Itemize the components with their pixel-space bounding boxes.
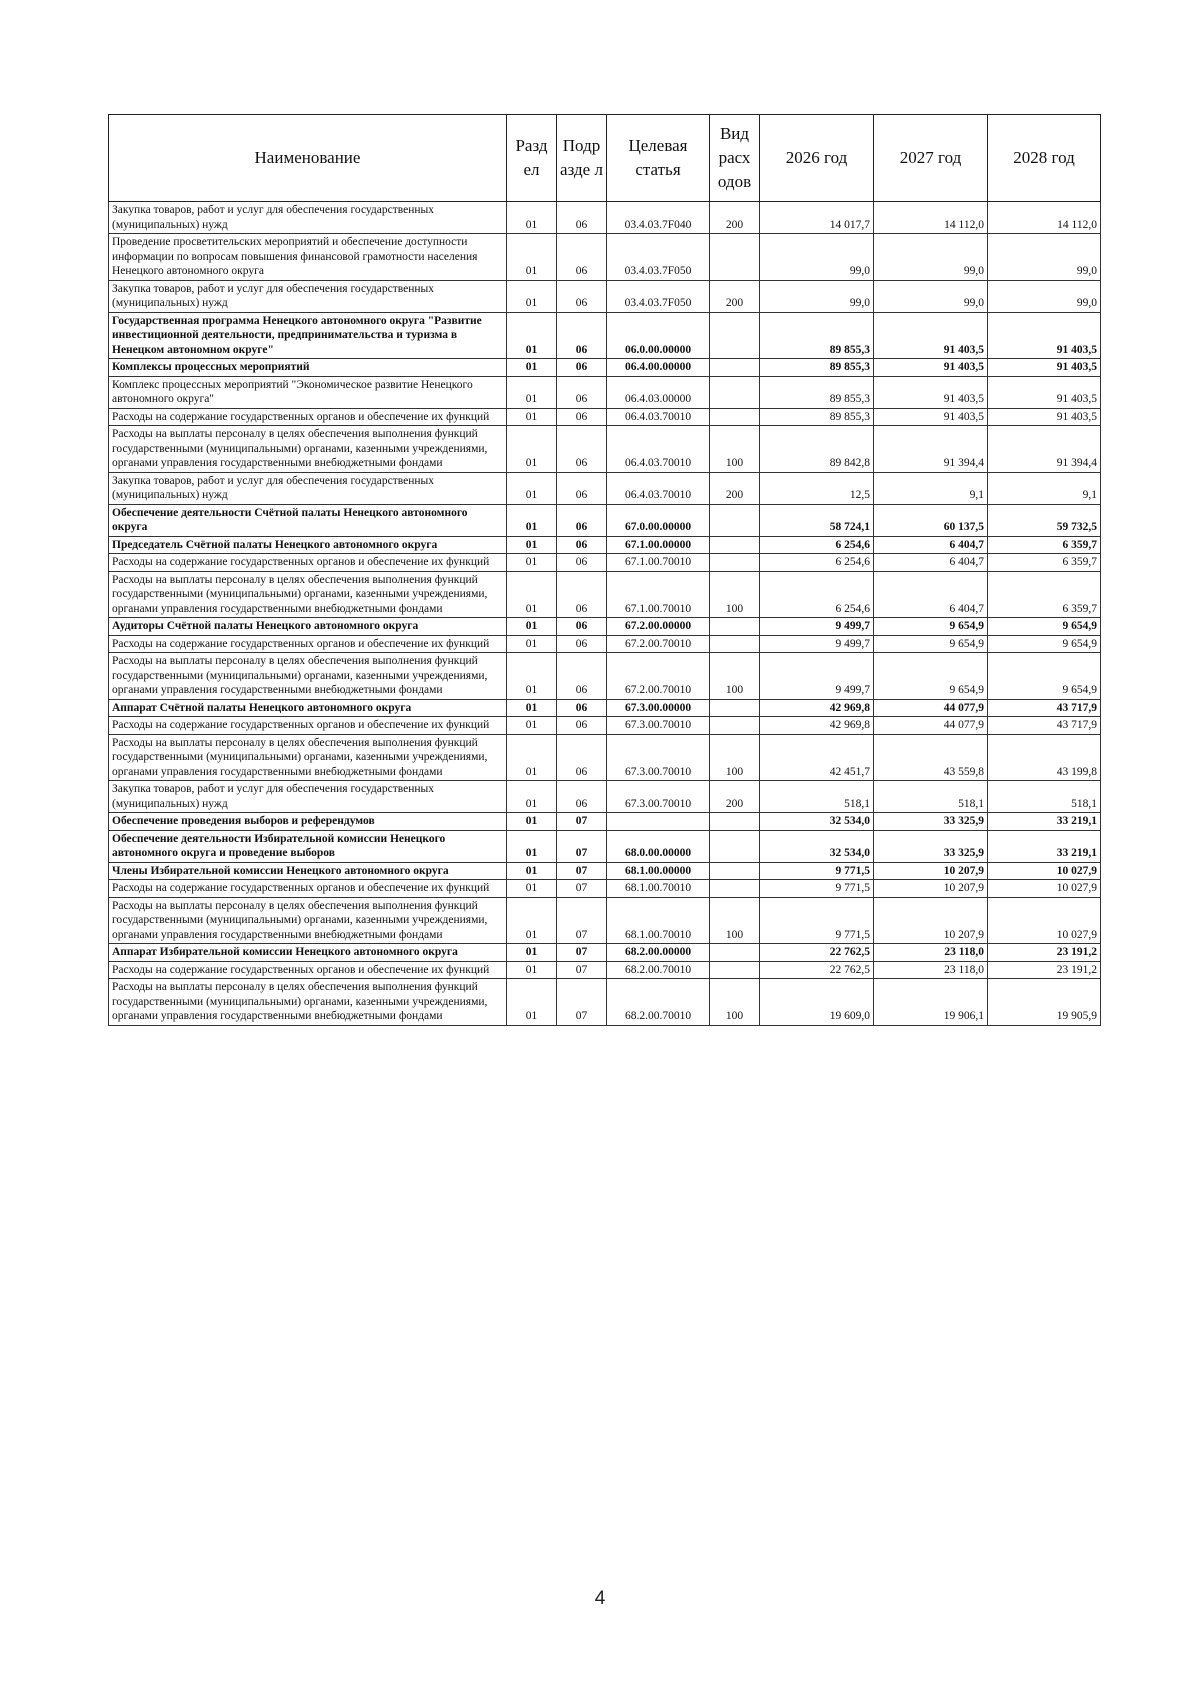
row-value-2027: 33 325,9 bbox=[874, 830, 988, 862]
row-value-2027: 23 118,0 bbox=[874, 944, 988, 962]
row-razdel: 01 bbox=[507, 376, 557, 408]
row-value-2028: 59 732,5 bbox=[988, 504, 1101, 536]
row-podrazdel: 06 bbox=[557, 554, 607, 572]
table-row bbox=[109, 979, 1101, 1026]
row-vid-rashodov bbox=[710, 813, 760, 831]
row-name: Члены Избирательной комиссии Ненецкого автономного округа bbox=[109, 862, 507, 880]
table-row bbox=[109, 571, 1101, 618]
row-value-2026: 6 254,6 bbox=[760, 536, 874, 554]
row-value-2027: 9 654,9 bbox=[874, 653, 988, 700]
table-row bbox=[109, 961, 1101, 979]
row-vid-rashodov bbox=[710, 536, 760, 554]
row-razdel: 01 bbox=[507, 280, 557, 312]
row-value-2027: 91 403,5 bbox=[874, 359, 988, 377]
row-value-2028: 9 654,9 bbox=[988, 618, 1101, 636]
row-name: Обеспечение деятельности Избирательной комиссии Ненецкого автономного округа и проведение выборов bbox=[109, 830, 507, 862]
row-value-2028: 10 027,9 bbox=[988, 897, 1101, 944]
row-value-2027: 44 077,9 bbox=[874, 717, 988, 735]
table-row bbox=[109, 944, 1101, 962]
row-name: Закупка товаров, работ и услуг для обеспечения государственных (муниципальных) нужд bbox=[109, 202, 507, 234]
row-celevaya-statya: 67.3.00.70010 bbox=[607, 717, 710, 735]
table-row bbox=[109, 359, 1101, 377]
row-value-2028: 19 905,9 bbox=[988, 979, 1101, 1026]
row-podrazdel: 06 bbox=[557, 635, 607, 653]
row-podrazdel: 06 bbox=[557, 734, 607, 781]
row-name: Председатель Счётной палаты Ненецкого автономного округа bbox=[109, 536, 507, 554]
row-value-2027: 60 137,5 bbox=[874, 504, 988, 536]
table-row bbox=[109, 635, 1101, 653]
row-podrazdel: 07 bbox=[557, 961, 607, 979]
row-razdel: 01 bbox=[507, 897, 557, 944]
row-value-2027: 10 207,9 bbox=[874, 880, 988, 898]
header-podrazdel: Подр азде л bbox=[557, 115, 607, 202]
row-razdel: 01 bbox=[507, 408, 557, 426]
row-podrazdel: 06 bbox=[557, 426, 607, 473]
row-razdel: 01 bbox=[507, 618, 557, 636]
row-value-2026: 22 762,5 bbox=[760, 944, 874, 962]
row-vid-rashodov: 100 bbox=[710, 897, 760, 944]
table-row bbox=[109, 472, 1101, 504]
row-celevaya-statya: 06.4.03.70010 bbox=[607, 426, 710, 473]
row-razdel: 01 bbox=[507, 961, 557, 979]
row-value-2026: 14 017,7 bbox=[760, 202, 874, 234]
row-celevaya-statya: 67.1.00.70010 bbox=[607, 554, 710, 572]
table-row bbox=[109, 408, 1101, 426]
row-podrazdel: 07 bbox=[557, 880, 607, 898]
row-podrazdel: 07 bbox=[557, 944, 607, 962]
row-value-2026: 518,1 bbox=[760, 781, 874, 813]
row-celevaya-statya: 06.4.03.70010 bbox=[607, 408, 710, 426]
row-vid-rashodov bbox=[710, 504, 760, 536]
row-razdel: 01 bbox=[507, 472, 557, 504]
row-razdel: 01 bbox=[507, 880, 557, 898]
row-value-2027: 518,1 bbox=[874, 781, 988, 813]
row-vid-rashodov: 200 bbox=[710, 280, 760, 312]
header-name: Наименование bbox=[109, 115, 507, 202]
row-vid-rashodov bbox=[710, 312, 760, 359]
header-vid-rashodov: Вид расх одов bbox=[710, 115, 760, 202]
row-value-2026: 99,0 bbox=[760, 234, 874, 281]
row-value-2026: 42 451,7 bbox=[760, 734, 874, 781]
row-vid-rashodov bbox=[710, 880, 760, 898]
row-podrazdel: 06 bbox=[557, 699, 607, 717]
row-podrazdel: 06 bbox=[557, 376, 607, 408]
row-celevaya-statya: 68.1.00.70010 bbox=[607, 880, 710, 898]
row-razdel: 01 bbox=[507, 813, 557, 831]
header-row bbox=[109, 115, 1101, 202]
header-year-2028: 2028 год bbox=[988, 115, 1101, 202]
row-vid-rashodov bbox=[710, 944, 760, 962]
row-podrazdel: 06 bbox=[557, 781, 607, 813]
row-razdel: 01 bbox=[507, 202, 557, 234]
row-celevaya-statya: 06.0.00.00000 bbox=[607, 312, 710, 359]
row-celevaya-statya: 68.2.00.70010 bbox=[607, 961, 710, 979]
row-vid-rashodov bbox=[710, 699, 760, 717]
row-vid-rashodov: 200 bbox=[710, 781, 760, 813]
row-celevaya-statya: 68.2.00.70010 bbox=[607, 979, 710, 1026]
row-value-2027: 91 403,5 bbox=[874, 312, 988, 359]
row-name: Комплекс процессных мероприятий "Экономическое развитие Ненецкого автономного округа" bbox=[109, 376, 507, 408]
row-razdel: 01 bbox=[507, 862, 557, 880]
row-vid-rashodov: 200 bbox=[710, 202, 760, 234]
row-celevaya-statya: 03.4.03.7F040 bbox=[607, 202, 710, 234]
row-value-2028: 91 403,5 bbox=[988, 359, 1101, 377]
row-value-2027: 9,1 bbox=[874, 472, 988, 504]
row-podrazdel: 07 bbox=[557, 862, 607, 880]
row-razdel: 01 bbox=[507, 830, 557, 862]
row-celevaya-statya: 06.4.03.70010 bbox=[607, 472, 710, 504]
row-value-2026: 89 855,3 bbox=[760, 376, 874, 408]
row-value-2026: 9 499,7 bbox=[760, 653, 874, 700]
row-celevaya-statya: 67.0.00.00000 bbox=[607, 504, 710, 536]
table-row bbox=[109, 618, 1101, 636]
row-value-2027: 43 559,8 bbox=[874, 734, 988, 781]
row-razdel: 01 bbox=[507, 571, 557, 618]
row-podrazdel: 06 bbox=[557, 408, 607, 426]
row-name: Обеспечение деятельности Счётной палаты Ненецкого автономного округа bbox=[109, 504, 507, 536]
table-row bbox=[109, 554, 1101, 572]
row-value-2027: 6 404,7 bbox=[874, 571, 988, 618]
row-value-2026: 89 855,3 bbox=[760, 359, 874, 377]
page-number: 4 bbox=[594, 1588, 606, 1609]
row-vid-rashodov: 100 bbox=[710, 734, 760, 781]
row-value-2027: 91 394,4 bbox=[874, 426, 988, 473]
row-podrazdel: 06 bbox=[557, 536, 607, 554]
row-value-2027: 10 207,9 bbox=[874, 862, 988, 880]
row-podrazdel: 06 bbox=[557, 717, 607, 735]
table-row bbox=[109, 426, 1101, 473]
row-value-2026: 9 771,5 bbox=[760, 862, 874, 880]
budget-sheet bbox=[108, 114, 1100, 1026]
table-row bbox=[109, 504, 1101, 536]
row-name: Обеспечение проведения выборов и референдумов bbox=[109, 813, 507, 831]
row-celevaya-statya: 06.4.03.00000 bbox=[607, 376, 710, 408]
header-year-2027: 2027 год bbox=[874, 115, 988, 202]
row-value-2028: 9 654,9 bbox=[988, 653, 1101, 700]
row-podrazdel: 06 bbox=[557, 280, 607, 312]
row-value-2028: 518,1 bbox=[988, 781, 1101, 813]
row-razdel: 01 bbox=[507, 653, 557, 700]
row-podrazdel: 06 bbox=[557, 504, 607, 536]
row-value-2026: 99,0 bbox=[760, 280, 874, 312]
row-vid-rashodov bbox=[710, 376, 760, 408]
table-row bbox=[109, 880, 1101, 898]
row-celevaya-statya: 67.3.00.70010 bbox=[607, 734, 710, 781]
row-vid-rashodov bbox=[710, 234, 760, 281]
row-value-2027: 44 077,9 bbox=[874, 699, 988, 717]
row-value-2026: 58 724,1 bbox=[760, 504, 874, 536]
row-value-2027: 91 403,5 bbox=[874, 408, 988, 426]
row-value-2028: 9,1 bbox=[988, 472, 1101, 504]
row-podrazdel: 06 bbox=[557, 571, 607, 618]
row-podrazdel: 06 bbox=[557, 202, 607, 234]
row-vid-rashodov: 100 bbox=[710, 653, 760, 700]
header-year-2026: 2026 год bbox=[760, 115, 874, 202]
row-celevaya-statya: 67.1.00.00000 bbox=[607, 536, 710, 554]
row-celevaya-statya: 67.3.00.70010 bbox=[607, 781, 710, 813]
table-row bbox=[109, 312, 1101, 359]
table-row bbox=[109, 813, 1101, 831]
row-razdel: 01 bbox=[507, 717, 557, 735]
row-value-2026: 32 534,0 bbox=[760, 830, 874, 862]
row-value-2026: 42 969,8 bbox=[760, 699, 874, 717]
row-value-2027: 14 112,0 bbox=[874, 202, 988, 234]
row-value-2026: 89 855,3 bbox=[760, 408, 874, 426]
table-row bbox=[109, 734, 1101, 781]
row-name: Расходы на содержание государственных органов и обеспечение их функций bbox=[109, 717, 507, 735]
row-value-2028: 91 403,5 bbox=[988, 376, 1101, 408]
row-value-2027: 91 403,5 bbox=[874, 376, 988, 408]
row-value-2026: 32 534,0 bbox=[760, 813, 874, 831]
row-value-2028: 33 219,1 bbox=[988, 813, 1101, 831]
row-podrazdel: 07 bbox=[557, 830, 607, 862]
row-podrazdel: 06 bbox=[557, 618, 607, 636]
row-value-2028: 23 191,2 bbox=[988, 944, 1101, 962]
table-row bbox=[109, 862, 1101, 880]
row-celevaya-statya: 68.1.00.70010 bbox=[607, 897, 710, 944]
row-razdel: 01 bbox=[507, 504, 557, 536]
row-value-2026: 6 254,6 bbox=[760, 571, 874, 618]
row-name: Аппарат Избирательной комиссии Ненецкого автономного округа bbox=[109, 944, 507, 962]
row-razdel: 01 bbox=[507, 734, 557, 781]
row-value-2028: 43 199,8 bbox=[988, 734, 1101, 781]
row-celevaya-statya: 67.3.00.00000 bbox=[607, 699, 710, 717]
row-name: Аппарат Счётной палаты Ненецкого автономного округа bbox=[109, 699, 507, 717]
row-razdel: 01 bbox=[507, 781, 557, 813]
row-vid-rashodov: 100 bbox=[710, 426, 760, 473]
row-podrazdel: 06 bbox=[557, 653, 607, 700]
row-celevaya-statya: 06.4.00.00000 bbox=[607, 359, 710, 377]
row-celevaya-statya bbox=[607, 813, 710, 831]
row-name: Расходы на содержание государственных органов и обеспечение их функций bbox=[109, 554, 507, 572]
table-row bbox=[109, 234, 1101, 281]
row-vid-rashodov bbox=[710, 961, 760, 979]
row-name: Закупка товаров, работ и услуг для обеспечения государственных (муниципальных) нужд bbox=[109, 781, 507, 813]
row-vid-rashodov bbox=[710, 554, 760, 572]
table-body bbox=[109, 202, 1101, 1026]
row-name: Расходы на содержание государственных органов и обеспечение их функций bbox=[109, 880, 507, 898]
table-row bbox=[109, 717, 1101, 735]
row-name: Расходы на содержание государственных органов и обеспечение их функций bbox=[109, 408, 507, 426]
row-value-2027: 6 404,7 bbox=[874, 554, 988, 572]
row-name: Расходы на выплаты персоналу в целях обеспечения выполнения функций государственными (муниципальными) органами, казенными учреждениями, органами управления государственными внебюджетными фондами bbox=[109, 653, 507, 700]
row-value-2028: 6 359,7 bbox=[988, 554, 1101, 572]
row-razdel: 01 bbox=[507, 699, 557, 717]
table-row bbox=[109, 280, 1101, 312]
row-celevaya-statya: 67.2.00.00000 bbox=[607, 618, 710, 636]
row-razdel: 01 bbox=[507, 635, 557, 653]
row-podrazdel: 07 bbox=[557, 813, 607, 831]
row-celevaya-statya: 03.4.03.7F050 bbox=[607, 280, 710, 312]
row-value-2026: 12,5 bbox=[760, 472, 874, 504]
row-razdel: 01 bbox=[507, 359, 557, 377]
table-header bbox=[109, 115, 1101, 202]
table-row bbox=[109, 781, 1101, 813]
row-value-2027: 33 325,9 bbox=[874, 813, 988, 831]
row-name: Закупка товаров, работ и услуг для обеспечения государственных (муниципальных) нужд bbox=[109, 472, 507, 504]
row-value-2028: 10 027,9 bbox=[988, 862, 1101, 880]
row-vid-rashodov: 200 bbox=[710, 472, 760, 504]
row-value-2028: 9 654,9 bbox=[988, 635, 1101, 653]
row-vid-rashodov bbox=[710, 359, 760, 377]
row-razdel: 01 bbox=[507, 426, 557, 473]
row-razdel: 01 bbox=[507, 944, 557, 962]
row-razdel: 01 bbox=[507, 234, 557, 281]
row-celevaya-statya: 68.0.00.00000 bbox=[607, 830, 710, 862]
row-name: Государственная программа Ненецкого автономного округа "Развитие инвестиционной деятельности, предпринимательства и туризма в Ненецком автономном округе" bbox=[109, 312, 507, 359]
row-razdel: 01 bbox=[507, 536, 557, 554]
header-celevaya-statya: Целевая статья bbox=[607, 115, 710, 202]
row-value-2026: 19 609,0 bbox=[760, 979, 874, 1026]
row-value-2027: 9 654,9 bbox=[874, 618, 988, 636]
row-value-2028: 99,0 bbox=[988, 234, 1101, 281]
row-name: Расходы на выплаты персоналу в целях обеспечения выполнения функций государственными (муниципальными) органами, казенными учреждениями, органами управления государственными внебюджетными фондами bbox=[109, 897, 507, 944]
row-value-2028: 6 359,7 bbox=[988, 571, 1101, 618]
row-podrazdel: 06 bbox=[557, 472, 607, 504]
row-value-2026: 9 499,7 bbox=[760, 635, 874, 653]
row-celevaya-statya: 67.2.00.70010 bbox=[607, 635, 710, 653]
row-celevaya-statya: 67.1.00.70010 bbox=[607, 571, 710, 618]
row-value-2027: 99,0 bbox=[874, 234, 988, 281]
row-name: Закупка товаров, работ и услуг для обеспечения государственных (муниципальных) нужд bbox=[109, 280, 507, 312]
row-value-2026: 9 499,7 bbox=[760, 618, 874, 636]
row-vid-rashodov bbox=[710, 862, 760, 880]
row-podrazdel: 06 bbox=[557, 312, 607, 359]
row-value-2028: 43 717,9 bbox=[988, 717, 1101, 735]
row-value-2028: 91 403,5 bbox=[988, 312, 1101, 359]
row-value-2028: 10 027,9 bbox=[988, 880, 1101, 898]
row-razdel: 01 bbox=[507, 554, 557, 572]
row-value-2026: 9 771,5 bbox=[760, 897, 874, 944]
row-value-2027: 19 906,1 bbox=[874, 979, 988, 1026]
row-value-2028: 99,0 bbox=[988, 280, 1101, 312]
row-name: Проведение просветительских мероприятий и обеспечение доступности информации по вопросам повышения финансовой грамотности населения Ненецкого автономного округа bbox=[109, 234, 507, 281]
table-row bbox=[109, 699, 1101, 717]
row-name: Аудиторы Счётной палаты Ненецкого автономного округа bbox=[109, 618, 507, 636]
table-row bbox=[109, 830, 1101, 862]
row-vid-rashodov bbox=[710, 635, 760, 653]
row-podrazdel: 07 bbox=[557, 897, 607, 944]
row-vid-rashodov bbox=[710, 717, 760, 735]
row-podrazdel: 06 bbox=[557, 359, 607, 377]
row-value-2028: 91 403,5 bbox=[988, 408, 1101, 426]
row-value-2028: 23 191,2 bbox=[988, 961, 1101, 979]
row-podrazdel: 07 bbox=[557, 979, 607, 1026]
row-value-2026: 9 771,5 bbox=[760, 880, 874, 898]
row-name: Расходы на содержание государственных органов и обеспечение их функций bbox=[109, 635, 507, 653]
row-value-2028: 91 394,4 bbox=[988, 426, 1101, 473]
row-value-2026: 42 969,8 bbox=[760, 717, 874, 735]
row-value-2027: 6 404,7 bbox=[874, 536, 988, 554]
row-value-2026: 22 762,5 bbox=[760, 961, 874, 979]
row-celevaya-statya: 03.4.03.7F050 bbox=[607, 234, 710, 281]
row-value-2028: 33 219,1 bbox=[988, 830, 1101, 862]
row-value-2027: 99,0 bbox=[874, 280, 988, 312]
row-vid-rashodov: 100 bbox=[710, 571, 760, 618]
row-celevaya-statya: 68.1.00.00000 bbox=[607, 862, 710, 880]
row-name: Расходы на выплаты персоналу в целях обеспечения выполнения функций государственными (муниципальными) органами, казенными учреждениями, органами управления государственными внебюджетными фондами bbox=[109, 734, 507, 781]
row-name: Комплексы процессных мероприятий bbox=[109, 359, 507, 377]
row-value-2027: 23 118,0 bbox=[874, 961, 988, 979]
row-vid-rashodov bbox=[710, 408, 760, 426]
row-value-2027: 10 207,9 bbox=[874, 897, 988, 944]
row-podrazdel: 06 bbox=[557, 234, 607, 281]
table-row bbox=[109, 376, 1101, 408]
row-razdel: 01 bbox=[507, 979, 557, 1026]
table-row bbox=[109, 897, 1101, 944]
table-row bbox=[109, 653, 1101, 700]
row-value-2028: 14 112,0 bbox=[988, 202, 1101, 234]
row-razdel: 01 bbox=[507, 312, 557, 359]
row-name: Расходы на содержание государственных органов и обеспечение их функций bbox=[109, 961, 507, 979]
row-celevaya-statya: 67.2.00.70010 bbox=[607, 653, 710, 700]
row-name: Расходы на выплаты персоналу в целях обеспечения выполнения функций государственными (муниципальными) органами, казенными учреждениями, органами управления государственными внебюджетными фондами bbox=[109, 571, 507, 618]
row-value-2026: 89 842,8 bbox=[760, 426, 874, 473]
row-vid-rashodov: 100 bbox=[710, 979, 760, 1026]
budget-table bbox=[108, 114, 1101, 1026]
row-value-2026: 89 855,3 bbox=[760, 312, 874, 359]
header-razdel: Разд ел bbox=[507, 115, 557, 202]
row-name: Расходы на выплаты персоналу в целях обеспечения выполнения функций государственными (муниципальными) органами, казенными учреждениями, органами управления государственными внебюджетными фондами bbox=[109, 979, 507, 1026]
table-row bbox=[109, 202, 1101, 234]
row-vid-rashodov bbox=[710, 830, 760, 862]
row-value-2026: 6 254,6 bbox=[760, 554, 874, 572]
row-value-2028: 43 717,9 bbox=[988, 699, 1101, 717]
row-value-2028: 6 359,7 bbox=[988, 536, 1101, 554]
row-vid-rashodov bbox=[710, 618, 760, 636]
row-value-2027: 9 654,9 bbox=[874, 635, 988, 653]
table-row bbox=[109, 536, 1101, 554]
row-celevaya-statya: 68.2.00.00000 bbox=[607, 944, 710, 962]
row-name: Расходы на выплаты персоналу в целях обеспечения выполнения функций государственными (муниципальными) органами, казенными учреждениями, органами управления государственными внебюджетными фондами bbox=[109, 426, 507, 473]
